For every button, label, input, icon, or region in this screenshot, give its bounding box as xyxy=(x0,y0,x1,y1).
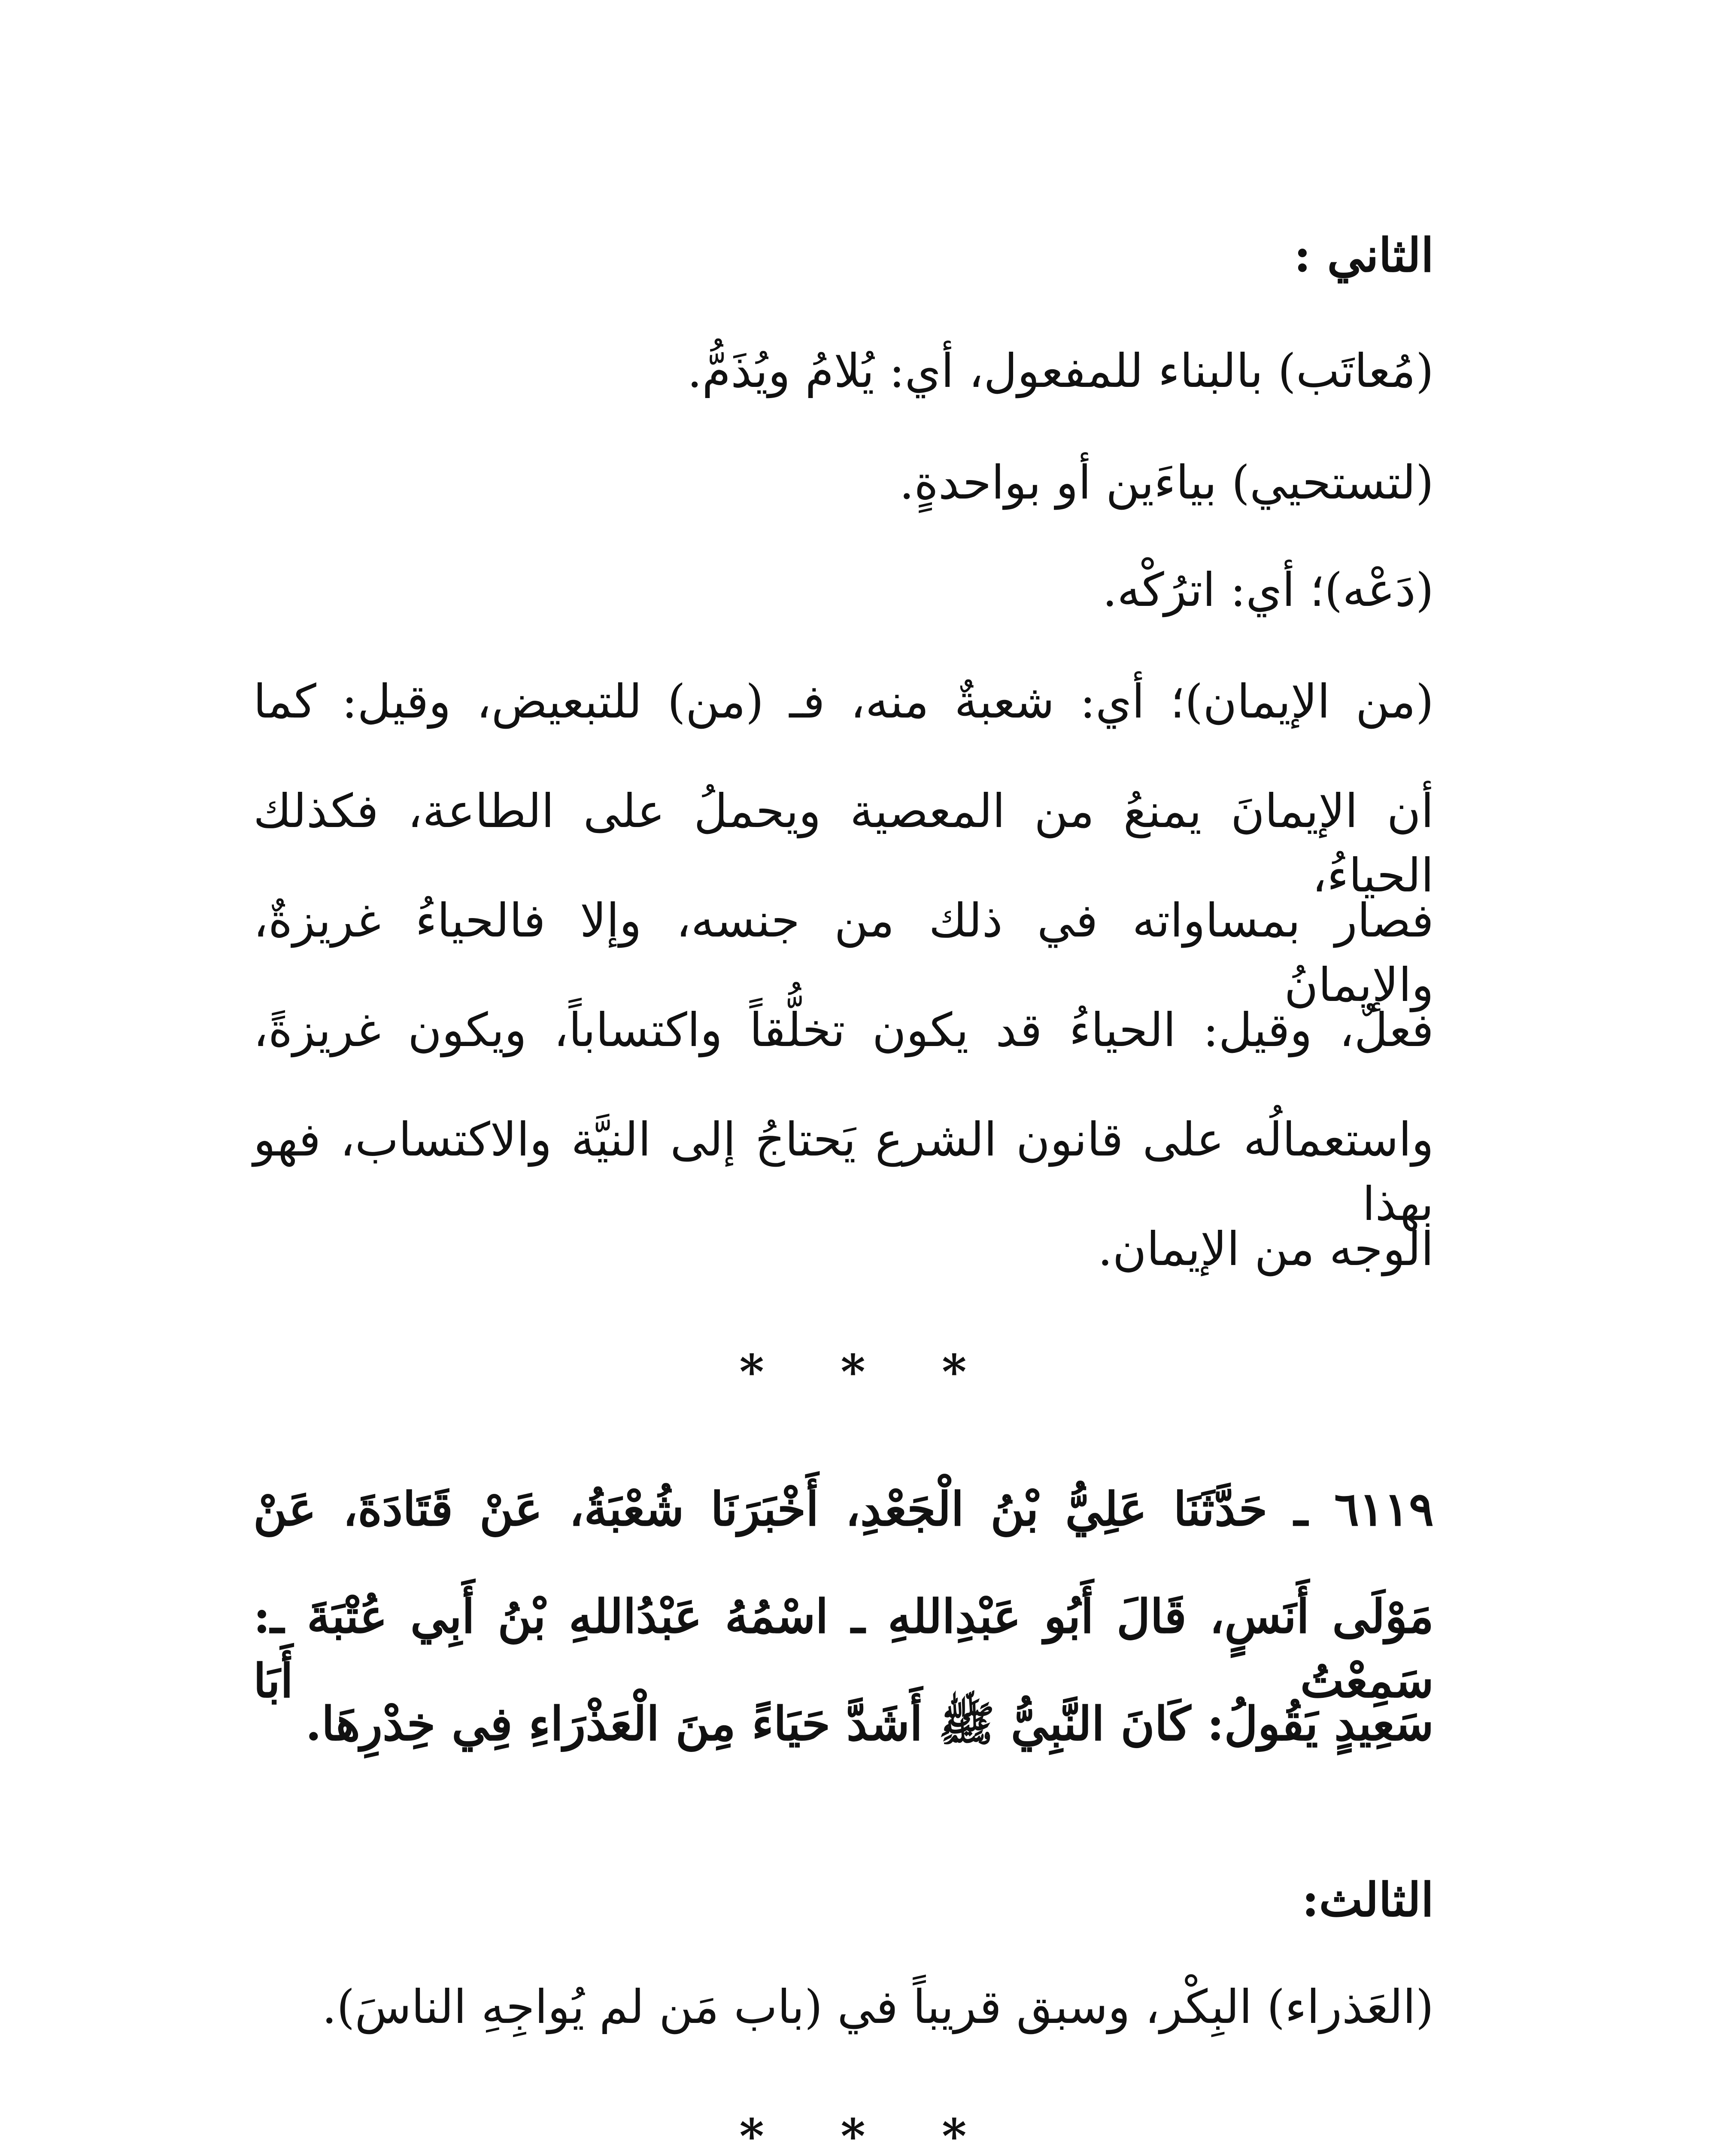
hadith-line-last: سَعِيدٍ يَقُولُ: كَانَ النَّبِيُّ ﷺ أَشَدَّ حَيَاءً مِنَ الْعَذْرَاءِ فِي خِدْرِهَا. xyxy=(305,1697,1434,1751)
section-heading-third: الثالث: xyxy=(1302,1873,1434,1927)
commentary-paragraph-line: أن الإيمانَ يمنعُ من المعصية ويحملُ على الطاعة، فكذلك الحياءُ، xyxy=(253,785,1434,903)
section-heading-second: الثاني : xyxy=(1294,228,1434,283)
commentary-line: (العَذراء) البِكْر، وسبق قريباً في (باب مَن لم يُواجِهِ الناسَ). xyxy=(322,1980,1434,2034)
commentary-paragraph-line: (من الإيمان)؛ أي: شعبةٌ منه، فـ (من) للتبعيض، وقيل: كما xyxy=(253,675,1434,729)
section-separator: * * * xyxy=(739,2108,997,2147)
commentary-paragraph-line: فصار بمساواته في ذلك من جنسه، وإلا فالحياءُ غريزةٌ، والإيمانُ xyxy=(253,894,1434,1012)
section-separator: * * * xyxy=(739,1344,997,1399)
commentary-paragraph-line: فعلٌ، وقيل: الحياءُ قد يكون تخلُّقاً واكتساباً، ويكون غريزةً، xyxy=(253,1004,1434,1057)
commentary-paragraph-line: واستعمالُه على قانون الشرع يَحتاجُ إلى النيَّة والاكتساب، فهو بهذا xyxy=(253,1113,1434,1231)
commentary-line: (لتستحيي) بياءَين أو بواحدةٍ. xyxy=(899,456,1434,510)
commentary-line: (دَعْه)؛ أي: اترُكْه. xyxy=(1102,563,1434,617)
hadith-line: ٦١١٩ ـ حَدَّثَنَا عَلِيُّ بْنُ الْجَعْدِ، أَخْبَرَنَا شُعْبَةُ، عَنْ قَتَادَةَ، عَنْ xyxy=(253,1482,1434,1536)
commentary-line: (مُعاتَب) بالبناء للمفعول، أي: يُلامُ ويُذَمُّ. xyxy=(687,344,1434,398)
hadith-line: مَوْلَى أَنَسٍ، قَالَ أَبُو عَبْدِاللهِ ـ اسْمُهُ عَبْدُاللهِ بْنُ أَبِي عُتْبَةَ ـ: سَمِعْتُ أَبَا xyxy=(253,1590,1434,1708)
commentary-paragraph-last-line: الوجه من الإيمان. xyxy=(1098,1223,1434,1276)
